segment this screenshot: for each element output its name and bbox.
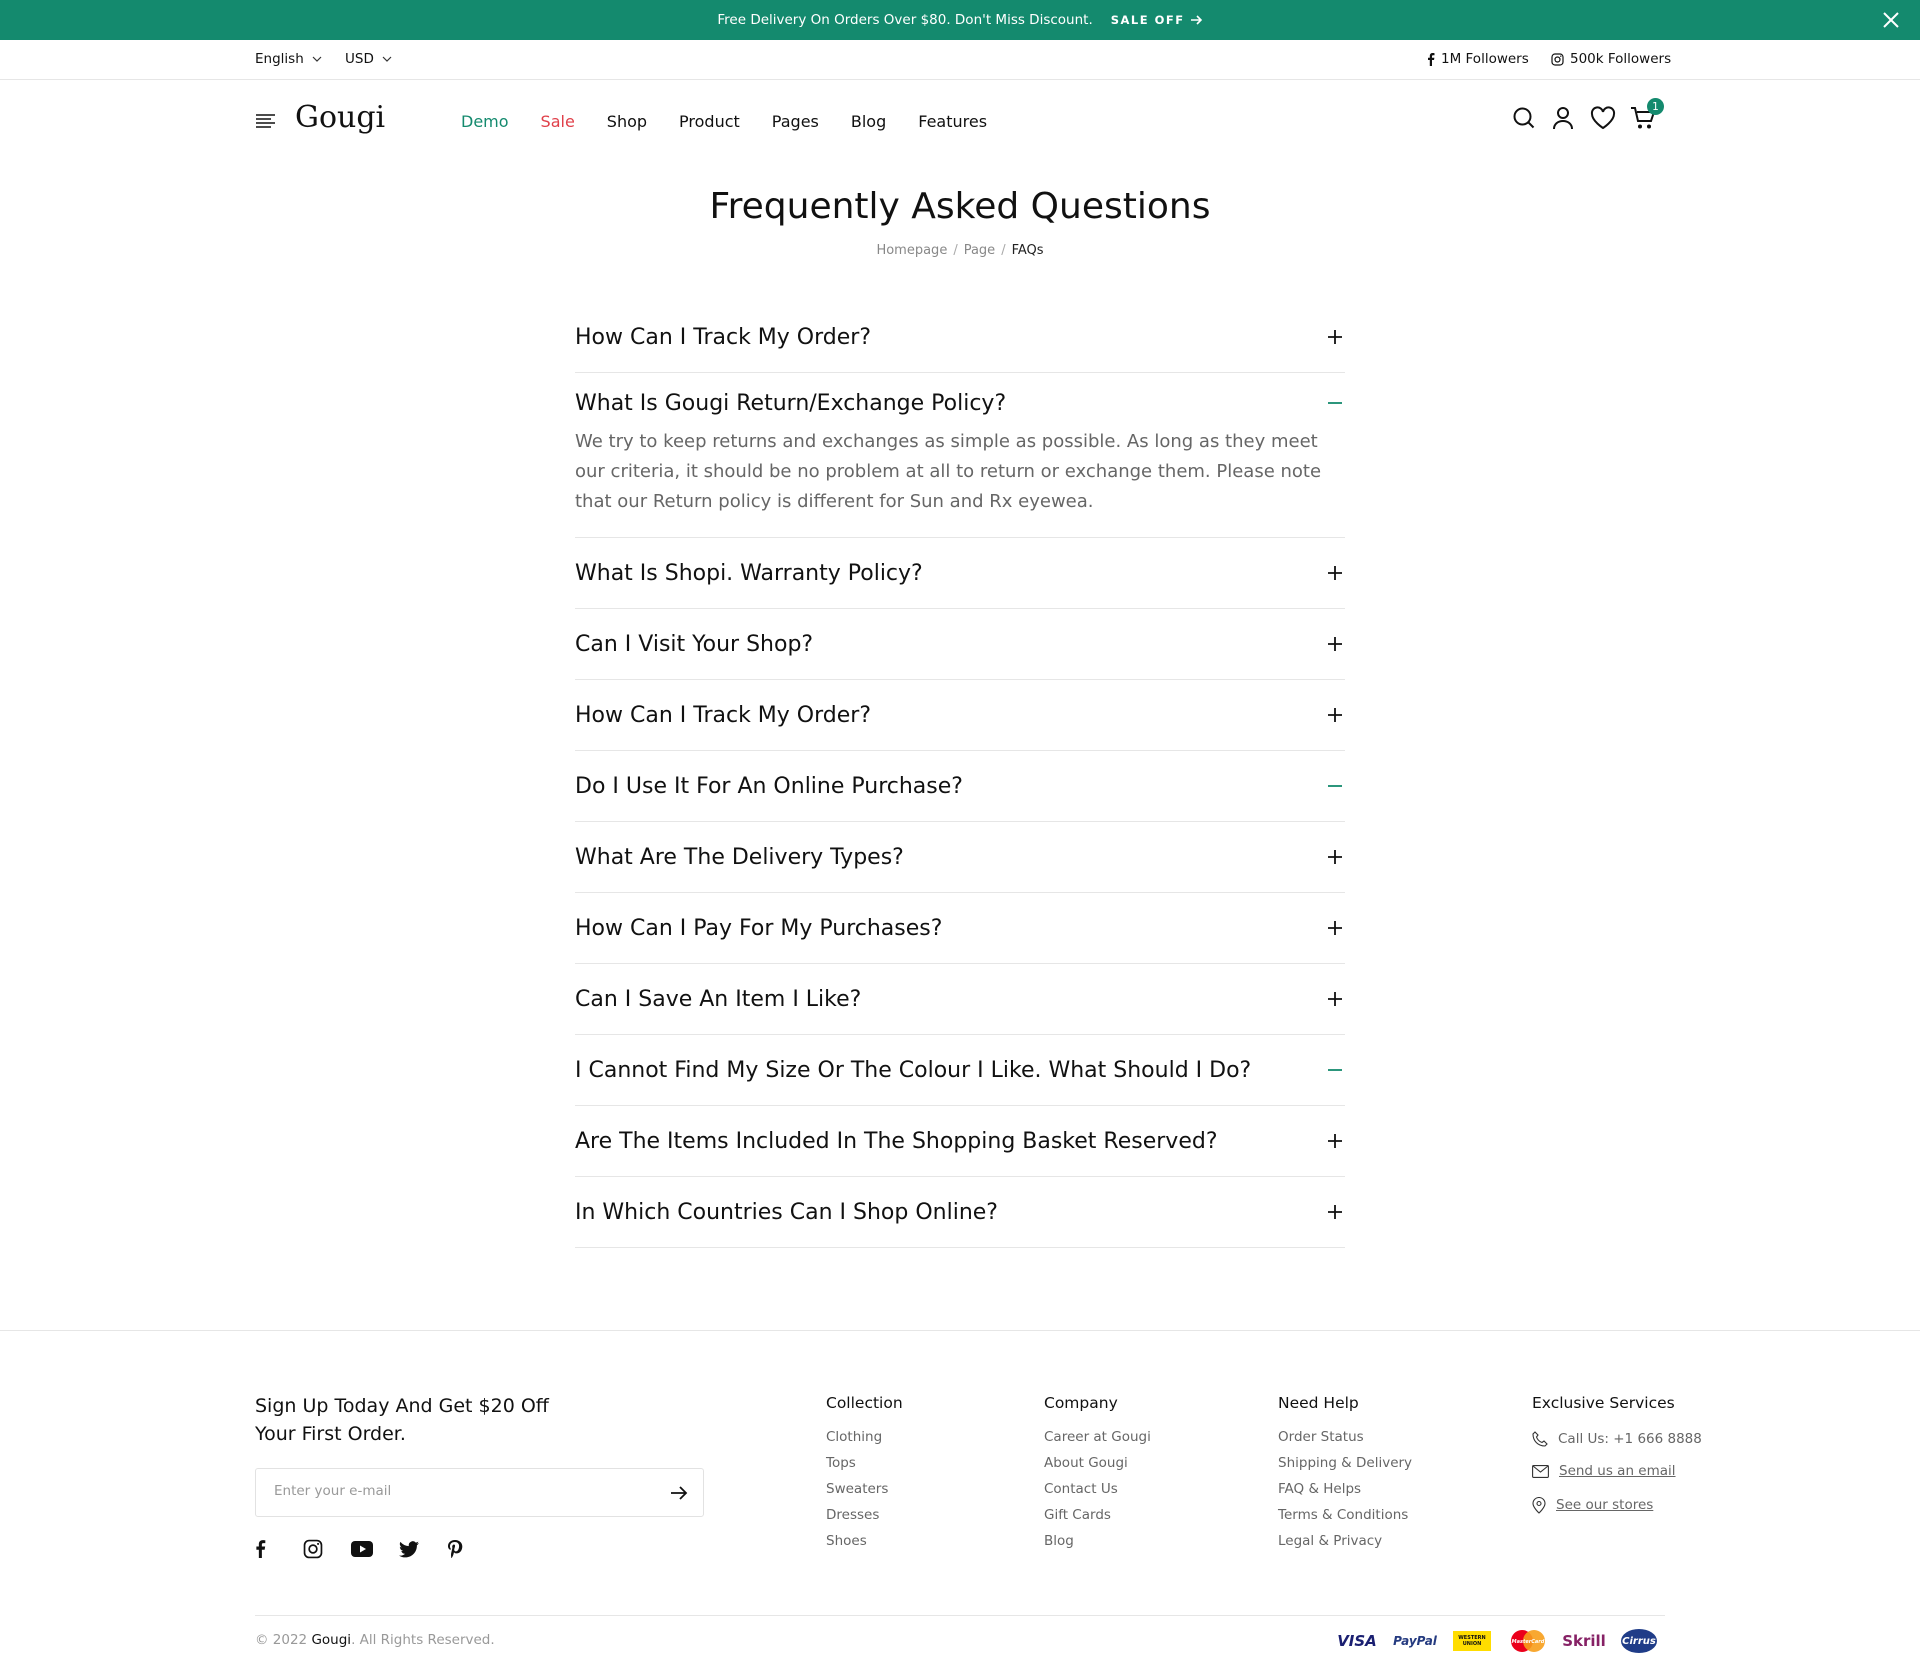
footer-phone[interactable] bbox=[1532, 1424, 1702, 1454]
expand-plus-icon[interactable] bbox=[1325, 327, 1345, 347]
page-title: Frequently Asked Questions bbox=[709, 186, 1211, 227]
email-link-text: Send us an email bbox=[1559, 1463, 1676, 1479]
footer-collection bbox=[826, 1394, 903, 1554]
footer-link[interactable]: Sweaters bbox=[826, 1481, 889, 1497]
collapse-minus-icon[interactable] bbox=[1325, 776, 1345, 796]
pinterest-icon bbox=[447, 1539, 463, 1559]
language-select[interactable] bbox=[255, 51, 322, 67]
faq-item bbox=[575, 1177, 1345, 1248]
youtube-social-link[interactable] bbox=[351, 1538, 399, 1560]
faq-item bbox=[575, 751, 1345, 822]
footer-help-title: Need Help bbox=[1278, 1394, 1359, 1412]
expand-plus-icon[interactable] bbox=[1325, 989, 1345, 1009]
footer-email-link[interactable] bbox=[1532, 1454, 1702, 1488]
collapse-minus-icon[interactable] bbox=[1325, 1060, 1345, 1080]
instagram-icon bbox=[303, 1539, 323, 1559]
footer-link[interactable]: Terms & Conditions bbox=[1278, 1507, 1409, 1523]
email-input[interactable] bbox=[274, 1483, 634, 1499]
faq-accordion bbox=[575, 302, 1345, 1248]
faq-question[interactable]: Can I Visit Your Shop? bbox=[575, 631, 814, 657]
expand-plus-icon[interactable] bbox=[1325, 563, 1345, 583]
faq-item bbox=[575, 609, 1345, 680]
visa-logo: VISA bbox=[1337, 1632, 1377, 1650]
currency-value: USD bbox=[345, 51, 374, 67]
faq-question[interactable]: I Cannot Find My Size Or The Colour I Like. What Should I Do? bbox=[575, 1057, 1252, 1083]
top-utility-bar bbox=[0, 40, 1920, 80]
announcement-bar bbox=[0, 0, 1920, 40]
footer-link[interactable]: Legal & Privacy bbox=[1278, 1533, 1383, 1549]
footer-exclusive-services bbox=[1532, 1394, 1702, 1522]
mastercard-logo bbox=[1509, 1629, 1547, 1653]
faq-question[interactable]: In Which Countries Can I Shop Online? bbox=[575, 1199, 998, 1225]
sale-off-label: SALE OFF bbox=[1110, 13, 1185, 27]
facebook-icon bbox=[1427, 53, 1435, 66]
announcement-text: Free Delivery On Orders Over $80. Don't Miss Discount. bbox=[717, 12, 1093, 28]
social-links bbox=[255, 1538, 495, 1560]
currency-select[interactable] bbox=[345, 51, 392, 67]
footer-link[interactable]: Shoes bbox=[826, 1533, 867, 1549]
nav-blog[interactable]: Blog bbox=[850, 112, 887, 131]
signup-title: Sign Up Today And Get $20 Off Your First Order. bbox=[255, 1395, 549, 1445]
submit-arrow-icon[interactable] bbox=[669, 1483, 689, 1503]
user-icon[interactable] bbox=[1552, 106, 1574, 130]
faq-question[interactable]: How Can I Track My Order? bbox=[575, 324, 872, 350]
stores-link-text: See our stores bbox=[1556, 1497, 1654, 1513]
search-icon[interactable] bbox=[1512, 106, 1536, 130]
breadcrumb-homepage[interactable]: Homepage bbox=[876, 243, 948, 258]
expand-plus-icon[interactable] bbox=[1325, 918, 1345, 938]
breadcrumb-current: FAQs bbox=[1011, 243, 1044, 258]
faq-item bbox=[575, 893, 1345, 964]
main-nav bbox=[461, 112, 987, 131]
footer-link[interactable]: Clothing bbox=[826, 1429, 883, 1445]
footer-collection-title: Collection bbox=[826, 1394, 903, 1412]
facebook-social-link[interactable] bbox=[255, 1538, 303, 1560]
footer-link[interactable]: Order Status bbox=[1278, 1429, 1364, 1445]
cirrus-logo: Cirrus bbox=[1621, 1629, 1657, 1653]
footer-bottom-divider bbox=[255, 1615, 1665, 1616]
paypal-logo: PayPal bbox=[1393, 1634, 1437, 1648]
footer-need-help bbox=[1278, 1394, 1412, 1554]
newsletter-form bbox=[255, 1468, 704, 1517]
footer-exclusive-title: Exclusive Services bbox=[1532, 1394, 1675, 1412]
nav-demo[interactable]: Demo bbox=[461, 112, 509, 131]
instagram-followers-link[interactable] bbox=[1551, 51, 1671, 67]
chevron-down-icon bbox=[382, 56, 392, 62]
copyright-brand[interactable]: Gougi bbox=[311, 1632, 352, 1648]
language-value: English bbox=[255, 51, 304, 67]
expand-plus-icon[interactable] bbox=[1325, 847, 1345, 867]
site-logo[interactable]: Gougi bbox=[295, 100, 386, 135]
footer-company-title: Company bbox=[1044, 1394, 1118, 1412]
faq-item bbox=[575, 373, 1345, 538]
footer-link[interactable]: Career at Gougi bbox=[1044, 1429, 1151, 1445]
phone-icon bbox=[1532, 1431, 1548, 1447]
faq-question[interactable]: What Is Shopi. Warranty Policy? bbox=[575, 560, 923, 586]
faq-item bbox=[575, 302, 1345, 373]
mastercard-icon bbox=[1509, 1629, 1547, 1653]
close-icon[interactable] bbox=[1880, 9, 1902, 31]
instagram-followers-text: 500k Followers bbox=[1570, 51, 1672, 67]
facebook-icon bbox=[255, 1540, 266, 1558]
footer-link[interactable]: Shipping & Delivery bbox=[1278, 1455, 1413, 1471]
hamburger-menu-icon[interactable] bbox=[255, 110, 277, 130]
footer-link[interactable]: Gift Cards bbox=[1044, 1507, 1111, 1523]
western-union-logo: WESTERN UNION bbox=[1453, 1631, 1491, 1651]
footer-link[interactable]: Dresses bbox=[826, 1507, 880, 1523]
instagram-social-link[interactable] bbox=[303, 1538, 351, 1560]
nav-sale[interactable]: Sale bbox=[540, 112, 575, 131]
location-pin-icon bbox=[1532, 1497, 1546, 1514]
expand-plus-icon[interactable] bbox=[1325, 634, 1345, 654]
expand-plus-icon[interactable] bbox=[1325, 1131, 1345, 1151]
mail-icon bbox=[1532, 1465, 1549, 1478]
faq-question[interactable]: Do I Use It For An Online Purchase? bbox=[575, 773, 963, 799]
facebook-followers-text: 1M Followers bbox=[1441, 51, 1529, 67]
expand-plus-icon[interactable] bbox=[1325, 1202, 1345, 1222]
nav-features[interactable]: Features bbox=[918, 112, 988, 131]
phone-text: Call Us: +1 666 8888 bbox=[1558, 1431, 1702, 1447]
faq-item bbox=[575, 680, 1345, 751]
arrow-right-icon bbox=[1191, 15, 1203, 25]
chevron-down-icon bbox=[312, 56, 322, 62]
copyright-year: © 2022 bbox=[255, 1632, 308, 1648]
footer-stores-link[interactable] bbox=[1532, 1488, 1702, 1522]
copyright-suffix: . All Rights Reserved. bbox=[351, 1632, 495, 1648]
sale-off-link[interactable] bbox=[1111, 13, 1203, 27]
collapse-minus-icon[interactable] bbox=[1325, 393, 1345, 413]
footer-link[interactable]: Contact Us bbox=[1044, 1481, 1118, 1497]
pinterest-social-link[interactable] bbox=[447, 1538, 495, 1560]
faq-item bbox=[575, 964, 1345, 1035]
footer-link[interactable]: FAQ & Helps bbox=[1278, 1481, 1362, 1497]
faq-answer: We try to keep returns and exchanges as simple as possible. As long as they meet our criteria, it should be no problem at all to return or exchange them. Please note that our Return policy is different for Sun and Rx eyewea. bbox=[575, 431, 1322, 512]
facebook-followers-link[interactable] bbox=[1427, 51, 1529, 67]
faq-item bbox=[575, 1035, 1345, 1106]
faq-item bbox=[575, 538, 1345, 609]
faq-question[interactable]: Can I Save An Item I Like? bbox=[575, 986, 862, 1012]
nav-shop[interactable]: Shop bbox=[606, 112, 648, 131]
footer-link[interactable]: About Gougi bbox=[1044, 1455, 1128, 1471]
copyright bbox=[255, 1632, 495, 1648]
faq-item bbox=[575, 822, 1345, 893]
faq-question[interactable]: How Can I Pay For My Purchases? bbox=[575, 915, 943, 941]
payment-methods bbox=[1337, 1629, 1657, 1653]
nav-product[interactable]: Product bbox=[679, 112, 740, 131]
youtube-icon bbox=[351, 1541, 373, 1557]
skrill-logo: Skrill bbox=[1562, 1632, 1606, 1650]
expand-plus-icon[interactable] bbox=[1325, 705, 1345, 725]
site-header bbox=[0, 80, 1920, 160]
footer-divider bbox=[0, 1330, 1920, 1331]
twitter-icon bbox=[399, 1541, 419, 1558]
heart-icon[interactable] bbox=[1590, 106, 1616, 130]
breadcrumb: Homepage / Page / FAQs bbox=[876, 243, 1044, 258]
footer-company bbox=[1044, 1394, 1151, 1554]
footer-link[interactable]: Tops bbox=[826, 1455, 856, 1471]
faq-question[interactable]: How Can I Track My Order? bbox=[575, 702, 872, 728]
faq-question[interactable]: What Is Gougi Return/Exchange Policy? bbox=[575, 390, 1007, 416]
instagram-icon bbox=[1551, 53, 1564, 66]
faq-question[interactable]: What Are The Delivery Types? bbox=[575, 844, 904, 870]
svg-text:MasterCard: MasterCard bbox=[1511, 1639, 1545, 1645]
breadcrumb-page[interactable]: Page bbox=[963, 243, 996, 258]
faq-question[interactable]: Are The Items Included In The Shopping Basket Reserved? bbox=[575, 1128, 1218, 1154]
faq-item bbox=[575, 1106, 1345, 1177]
nav-pages[interactable]: Pages bbox=[771, 112, 819, 131]
footer-link[interactable]: Blog bbox=[1044, 1533, 1074, 1549]
twitter-social-link[interactable] bbox=[399, 1538, 447, 1560]
cart-count-badge: 1 bbox=[1647, 98, 1664, 115]
